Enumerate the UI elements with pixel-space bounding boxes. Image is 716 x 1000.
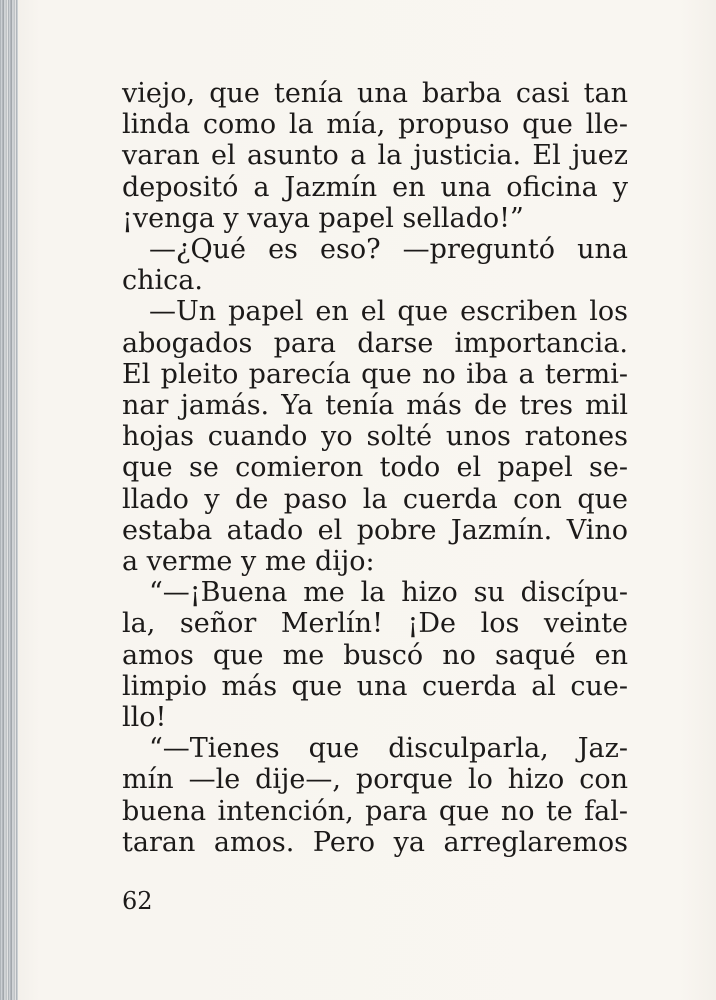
body-text: [122, 78, 628, 858]
text-line: a verme y me dijo:: [122, 546, 375, 578]
text-line: depositó a Jazmín en una oficina y: [122, 171, 628, 203]
text-line: amos que me buscó no saqué en: [122, 639, 628, 671]
text-line: —Un papel en el que escriben los: [149, 296, 628, 328]
text-line: varan el asunto a la justicia. El juez: [122, 140, 628, 172]
text-line: estaba atado el pobre Jazmín. Vino: [122, 514, 628, 546]
text-line: llado y de paso la cuerda con que: [122, 483, 628, 515]
text-line: taran amos. Pero ya arreglaremos: [122, 826, 628, 858]
text-line: nar jamás. Ya tenía más de tres mil: [122, 390, 628, 422]
text-line: hojas cuando yo solté unos ratones: [122, 421, 628, 453]
text-line: chica.: [122, 265, 203, 297]
text-line: la, señor Merlín! ¡De los veinte: [122, 608, 628, 640]
text-line: —¿Qué es eso? —preguntó una: [149, 234, 628, 266]
page-binding-edge: [0, 0, 18, 1000]
text-line: El pleito parecía que no iba a termi-: [122, 358, 628, 390]
text-line: “—¡Buena me la hizo su discípu-: [149, 577, 628, 609]
text-line: buena intención, para que no te fal-: [122, 795, 628, 827]
text-line: llo!: [122, 702, 167, 734]
page-number: 62: [122, 887, 153, 915]
text-line: viejo, que tenía una barba casi tan: [122, 78, 628, 109]
text-line: que se comieron todo el papel se-: [122, 452, 628, 484]
text-line: limpio más que una cuerda al cue-: [122, 670, 628, 702]
text-line: linda como la mía, propuso que lle-: [122, 109, 628, 141]
text-line: mín —le dije—, porque lo hizo con: [122, 764, 628, 796]
text-line: abogados para darse importancia.: [122, 327, 628, 359]
text-line: ¡venga y vaya papel sellado!”: [122, 202, 524, 234]
text-line: “—Tienes que disculparla, Jaz-: [149, 733, 628, 765]
